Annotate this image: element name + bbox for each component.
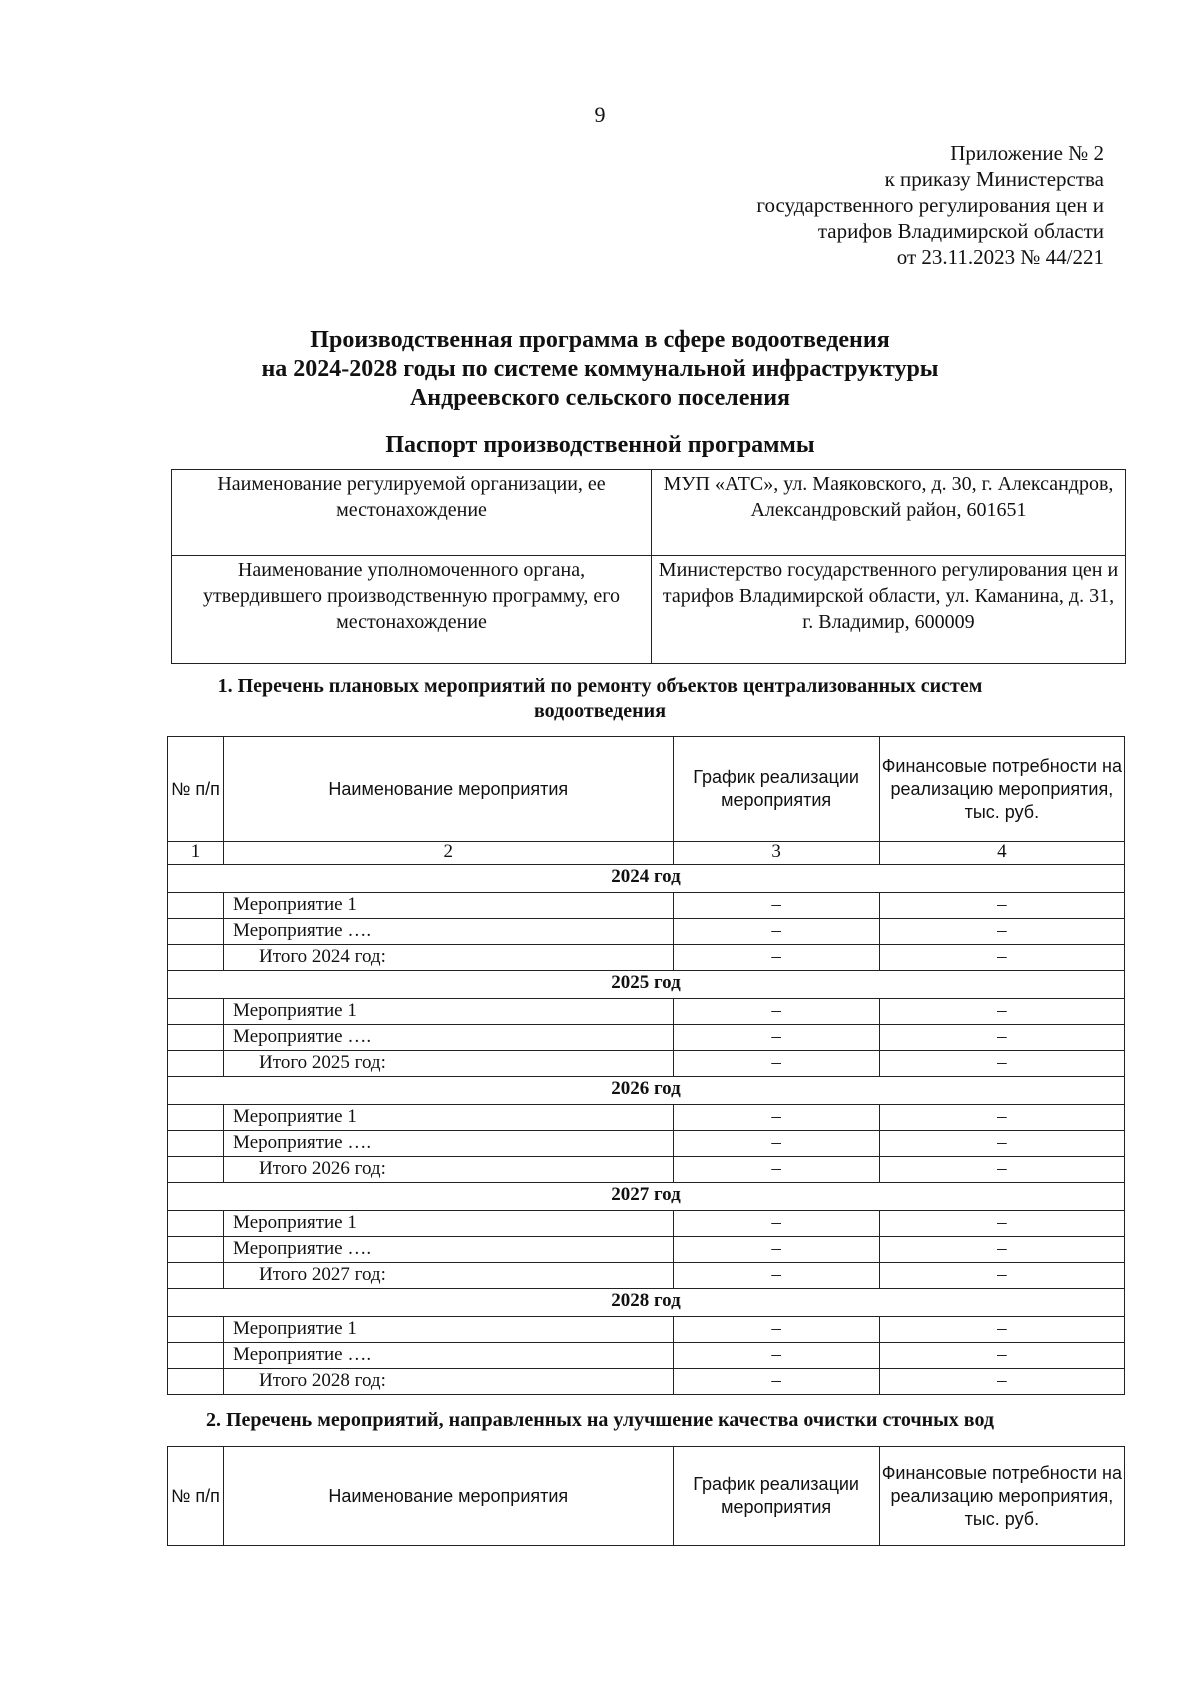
quality-events-table <box>167 1446 1125 1546</box>
total-label: Итого 2027 год: <box>224 1263 673 1289</box>
event-row <box>168 1317 1125 1343</box>
event-num <box>168 999 224 1025</box>
table-header-row <box>168 737 1125 842</box>
event-schedule: – <box>673 1343 879 1369</box>
page-number: 9 <box>594 102 606 127</box>
total-finance: – <box>879 1263 1124 1289</box>
event-schedule: – <box>673 919 879 945</box>
event-schedule: – <box>673 1211 879 1237</box>
event-name: Мероприятие 1 <box>224 1105 673 1131</box>
column-number: 3 <box>673 842 879 865</box>
event-num <box>168 1317 224 1343</box>
year-row <box>168 865 1125 893</box>
title-line: Производственная программа в сфере водоотведения <box>310 327 890 353</box>
total-row <box>168 945 1125 971</box>
total-row <box>168 1051 1125 1077</box>
event-row <box>168 893 1125 919</box>
event-finance: – <box>879 999 1124 1025</box>
appendix-line: к приказу Министерства <box>884 167 1104 191</box>
total-schedule: – <box>673 1051 879 1077</box>
year-label: 2025 год <box>168 971 1125 999</box>
column-number-row <box>168 842 1125 865</box>
title-line: на 2024-2028 годы по системе коммунальной инфраструктуры <box>261 356 939 382</box>
event-schedule: – <box>673 893 879 919</box>
header-schedule: График реализации мероприятия <box>673 737 879 842</box>
event-schedule: – <box>673 1237 879 1263</box>
total-label: Итого 2025 год: <box>224 1051 673 1077</box>
event-row <box>168 1105 1125 1131</box>
header-schedule: График реализации мероприятия <box>673 1447 879 1546</box>
passport-value: Министерство государственного регулирования цен и тарифов Владимирской области, ул. Каманина, д. 31, г. Владимир, 600009 <box>652 556 1126 664</box>
title-line: Андреевского сельского поселения <box>409 385 791 411</box>
event-schedule: – <box>673 1317 879 1343</box>
event-num <box>168 893 224 919</box>
event-num <box>168 1211 224 1237</box>
event-name: Мероприятие …. <box>224 919 673 945</box>
event-num <box>168 1237 224 1263</box>
year-row <box>168 971 1125 999</box>
event-finance: – <box>879 919 1124 945</box>
event-name: Мероприятие …. <box>224 1131 673 1157</box>
total-num <box>168 1051 224 1077</box>
header-finance: Финансовые потребности на реализацию мероприятия, тыс. руб. <box>879 737 1124 842</box>
total-num <box>168 1263 224 1289</box>
event-row <box>168 1131 1125 1157</box>
event-name: Мероприятие …. <box>224 1237 673 1263</box>
event-num <box>168 1105 224 1131</box>
total-finance: – <box>879 1051 1124 1077</box>
event-finance: – <box>879 893 1124 919</box>
event-name: Мероприятие …. <box>224 1343 673 1369</box>
event-row <box>168 1025 1125 1051</box>
year-row <box>168 1183 1125 1211</box>
passport-table <box>171 469 1126 664</box>
event-num <box>168 1025 224 1051</box>
total-row <box>168 1369 1125 1395</box>
event-row <box>168 1237 1125 1263</box>
document-title <box>0 326 1200 413</box>
event-num <box>168 1131 224 1157</box>
event-num <box>168 1343 224 1369</box>
event-finance: – <box>879 1211 1124 1237</box>
event-schedule: – <box>673 999 879 1025</box>
column-number: 1 <box>168 842 224 865</box>
column-number: 4 <box>879 842 1124 865</box>
total-label: Итого 2028 год: <box>224 1369 673 1395</box>
passport-title: Паспорт производственной программы <box>385 432 815 458</box>
total-num <box>168 945 224 971</box>
event-schedule: – <box>673 1131 879 1157</box>
total-schedule: – <box>673 1369 879 1395</box>
total-finance: – <box>879 945 1124 971</box>
header-num: № п/п <box>168 737 224 842</box>
event-name: Мероприятие …. <box>224 1025 673 1051</box>
header-finance: Финансовые потребности на реализацию мероприятия, тыс. руб. <box>879 1447 1124 1546</box>
total-num <box>168 1157 224 1183</box>
repair-events-table <box>167 736 1125 1395</box>
total-schedule: – <box>673 1157 879 1183</box>
event-name: Мероприятие 1 <box>224 893 673 919</box>
event-schedule: – <box>673 1025 879 1051</box>
event-finance: – <box>879 1317 1124 1343</box>
section-1-title-text: 1. Перечень плановых мероприятий по ремонту объектов централизованных систем водоотведения <box>217 675 983 722</box>
event-finance: – <box>879 1131 1124 1157</box>
event-name: Мероприятие 1 <box>224 1211 673 1237</box>
total-label: Итого 2024 год: <box>224 945 673 971</box>
appendix-line: от 23.11.2023 № 44/221 <box>896 245 1104 269</box>
header-name: Наименование мероприятия <box>224 737 673 842</box>
passport-row <box>172 470 1126 556</box>
total-num <box>168 1369 224 1395</box>
event-num <box>168 919 224 945</box>
appendix-line: государственного регулирования цен и <box>756 193 1104 217</box>
total-label: Итого 2026 год: <box>224 1157 673 1183</box>
total-finance: – <box>879 1157 1124 1183</box>
passport-label: Наименование уполномоченного органа, утвердившего производственную программу, его местонахождение <box>172 556 652 664</box>
appendix-line: тарифов Владимирской области <box>817 219 1104 243</box>
total-row <box>168 1263 1125 1289</box>
event-row <box>168 1211 1125 1237</box>
total-schedule: – <box>673 945 879 971</box>
year-rows <box>168 865 1125 1395</box>
year-label: 2024 год <box>168 865 1125 893</box>
year-row <box>168 1077 1125 1105</box>
total-finance: – <box>879 1369 1124 1395</box>
passport-value: МУП «АТС», ул. Маяковского, д. 30, г. Александров, Александровский район, 601651 <box>652 470 1126 556</box>
event-name: Мероприятие 1 <box>224 999 673 1025</box>
passport-row <box>172 556 1126 664</box>
section-2-title: 2. Перечень мероприятий, направленных на улучшение качества очистки сточных вод <box>206 1409 994 1431</box>
header-num: № п/п <box>168 1447 224 1546</box>
appendix-line: Приложение № 2 <box>950 141 1104 165</box>
event-name: Мероприятие 1 <box>224 1317 673 1343</box>
event-row <box>168 919 1125 945</box>
table-header-row <box>168 1447 1125 1546</box>
passport-label: Наименование регулируемой организации, ее местонахождение <box>172 470 652 556</box>
event-finance: – <box>879 1237 1124 1263</box>
event-row <box>168 999 1125 1025</box>
event-schedule: – <box>673 1105 879 1131</box>
event-finance: – <box>879 1025 1124 1051</box>
total-row <box>168 1157 1125 1183</box>
header-name: Наименование мероприятия <box>224 1447 673 1546</box>
year-row <box>168 1289 1125 1317</box>
event-finance: – <box>879 1343 1124 1369</box>
section-1-title <box>0 674 1200 724</box>
year-label: 2026 год <box>168 1077 1125 1105</box>
year-label: 2028 год <box>168 1289 1125 1317</box>
column-number: 2 <box>224 842 673 865</box>
total-schedule: – <box>673 1263 879 1289</box>
event-row <box>168 1343 1125 1369</box>
event-finance: – <box>879 1105 1124 1131</box>
appendix-reference <box>604 140 1104 270</box>
year-label: 2027 год <box>168 1183 1125 1211</box>
